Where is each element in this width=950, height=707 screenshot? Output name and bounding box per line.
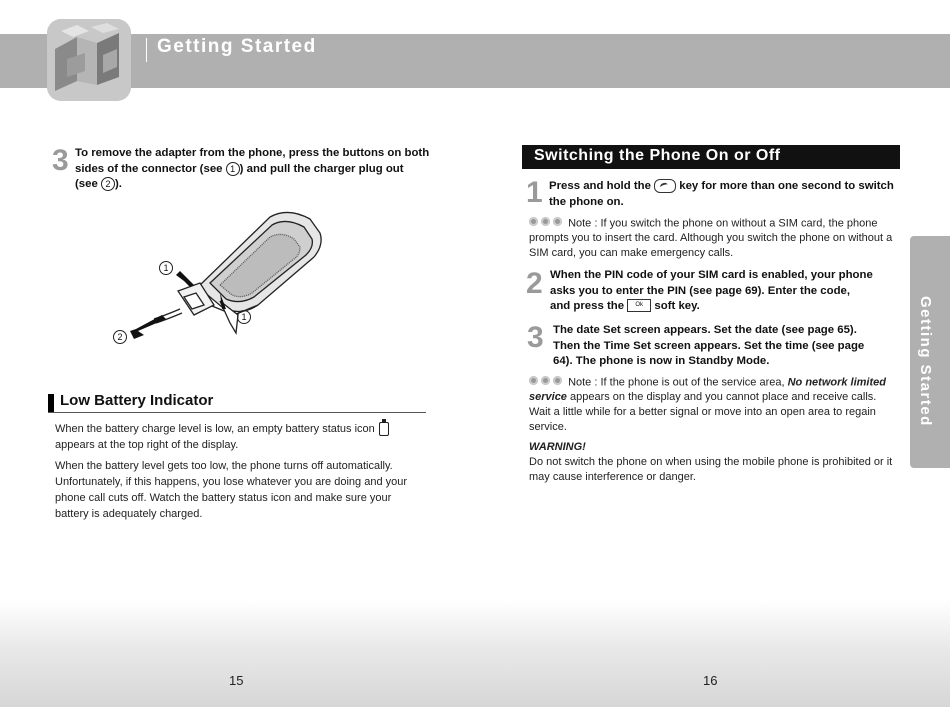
power-end-key-icon: [654, 179, 676, 193]
low-battery-paragraph-1: [55, 421, 427, 453]
note-2: [529, 375, 897, 435]
note-dots-icon: [529, 216, 565, 231]
note-dots-icon: [529, 375, 565, 390]
step-2-text: [550, 268, 895, 315]
text-run: ) and pull the charger plug out: [239, 162, 404, 175]
step-3-line-3: [75, 177, 435, 193]
step-2-line-3: [550, 299, 895, 315]
chapter-logo-image: [47, 19, 131, 101]
charger-removal-illustration: [110, 205, 340, 365]
low-battery-paragraph-2: When the battery level gets too low, the phone turns off automatically. Unfortunately, if this happens, you lose whatever you are doing and your phone call cuts off. Watch the battery status icon and make sure your battery is adequately charged.: [55, 460, 408, 520]
text-run: Note : If the phone is out of the service area,: [568, 376, 785, 389]
text-run: appears at the top right of the display.: [55, 439, 239, 451]
warning-text: Do not switch the phone on when using the mobile phone is prohibited or it may cause interference or danger.: [529, 456, 893, 483]
text-run: (see: [75, 178, 101, 191]
step-number: 2: [526, 267, 543, 300]
step-2-line-2: asks you to enter the PIN (see page 69). Enter the code,: [550, 284, 851, 297]
section-heading-text: Low Battery Indicator: [60, 392, 214, 409]
warning-title: WARNING!: [529, 441, 586, 453]
text-run: When the battery charge level is low, an empty battery status icon: [55, 423, 375, 435]
callout-number-icon: 1: [159, 261, 173, 275]
step-3-line-1: The date Set screen appears. Set the date (see page 65).: [553, 324, 857, 336]
heading-bar: [48, 394, 54, 412]
note-1-text: Note : If you switch the phone on without a SIM card, the phone prompts you to insert the card. Although you switch the phone on without a SIM card, you can make emergency calls.: [529, 217, 893, 260]
page-title: Getting Started: [157, 36, 317, 57]
footer-clouds-background: [0, 600, 950, 707]
callout-number-icon: 1: [237, 310, 251, 324]
chapter-side-tab[interactable]: [910, 236, 950, 468]
step-3-line-2: Then the Time Set screen appears. Set the time (see page: [553, 339, 865, 352]
ok-soft-key-icon: Ok: [627, 299, 651, 312]
text-run: appears on the display and you cannot place and receive calls. Wait a little while for a better signal or move into an open area to regain service.: [529, 391, 877, 434]
page-number: 16: [703, 673, 718, 688]
emphasized-text: No network limited service: [529, 376, 886, 404]
step-1-text: [549, 179, 894, 210]
page-number: 15: [229, 673, 244, 688]
step-number: 3: [527, 321, 544, 354]
header-band: [0, 34, 950, 88]
callout-number-icon: 2: [101, 177, 115, 191]
step-3-line-3: 64). The phone is now in Standby Mode.: [553, 355, 770, 367]
text-run: and press the: [550, 300, 625, 312]
text-run: sides of the connector (see: [75, 162, 226, 175]
note-1: [529, 216, 897, 261]
callout-number-icon: 1: [226, 162, 240, 176]
text-run: ).: [114, 178, 122, 191]
step-3-text: [553, 323, 898, 370]
text-run: key for more than one second to switch: [679, 180, 894, 193]
step-3-line-2: [75, 162, 435, 178]
step-3-line-1: To remove the adapter from the phone, press the buttons on both: [75, 147, 430, 159]
section-heading-text: Switching the Phone On or Off: [534, 147, 781, 164]
header-divider: [146, 38, 147, 62]
text-run: Press and hold the: [549, 180, 651, 193]
side-tab-label: Getting Started: [917, 296, 934, 427]
text-run: the phone on.: [549, 195, 624, 208]
step-3-text: [75, 146, 435, 193]
section-heading: [48, 392, 426, 413]
step-number: 1: [526, 176, 543, 209]
section-heading: [522, 145, 900, 169]
callout-number-icon: 2: [113, 330, 127, 344]
step-number: 3: [52, 144, 69, 177]
text-run: soft key.: [654, 300, 700, 312]
empty-battery-icon: [379, 422, 389, 436]
step-2-line-1: When the PIN code of your SIM card is enabled, your phone: [550, 269, 873, 281]
